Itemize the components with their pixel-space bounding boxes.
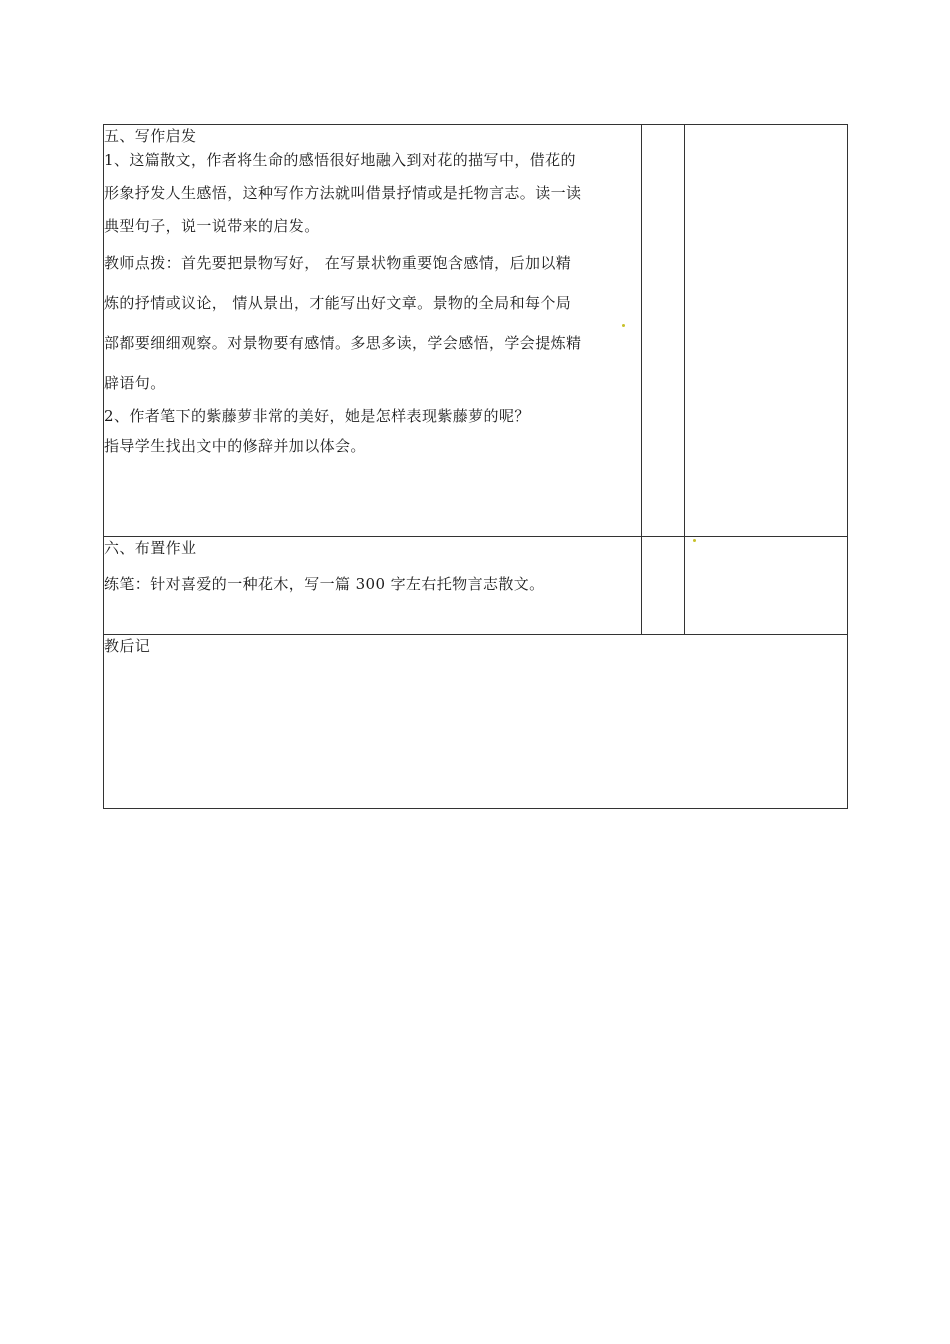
empty-cell bbox=[642, 125, 685, 537]
lesson-plan-table bbox=[103, 124, 848, 809]
table-row-homework bbox=[104, 537, 848, 635]
paragraph-line: 部都要细细观察。对景物要有感情。多思多读，学会感悟，学会提炼精 bbox=[104, 334, 582, 352]
stray-dot bbox=[622, 324, 625, 327]
paragraph-line: 1、这篇散文，作者将生命的感悟很好地融入到对花的描写中，借花的 bbox=[104, 151, 576, 169]
paragraph-line: 教师点拨：首先要把景物写好， 在写景状物重要饱含感情，后加以精 bbox=[104, 254, 572, 272]
stray-dot bbox=[693, 539, 696, 542]
table-row-reflection bbox=[104, 635, 848, 809]
section-heading: 教后记 bbox=[104, 637, 151, 655]
empty-cell bbox=[685, 125, 848, 537]
homework-cell bbox=[104, 537, 642, 635]
paragraph-line: 炼的抒情或议论， 情从景出，才能写出好文章。景物的全局和每个局 bbox=[104, 294, 572, 312]
paragraph-line: 2、作者笔下的紫藤萝非常的美好，她是怎样表现紫藤萝的呢？ bbox=[104, 407, 530, 425]
reflection-cell bbox=[104, 635, 848, 809]
empty-cell bbox=[685, 537, 848, 635]
section-heading: 六、布置作业 bbox=[104, 539, 197, 557]
paragraph-line: 指导学生找出文中的修辞并加以体会。 bbox=[104, 437, 366, 455]
paragraph-line: 形象抒发人生感悟，这种写作方法就叫借景抒情或是托物言志。读一读 bbox=[104, 184, 582, 202]
paragraph-line: 练笔：针对喜爱的一种花木，写一篇 300 字左右托物言志散文。 bbox=[104, 575, 545, 593]
table-row-writing-inspiration bbox=[104, 125, 848, 537]
section-heading: 五、写作启发 bbox=[104, 127, 197, 145]
paragraph-line: 辟语句。 bbox=[104, 374, 166, 392]
paragraph-line: 典型句子，说一说带来的启发。 bbox=[104, 217, 320, 235]
empty-cell bbox=[642, 537, 685, 635]
writing-inspiration-cell bbox=[104, 125, 642, 537]
